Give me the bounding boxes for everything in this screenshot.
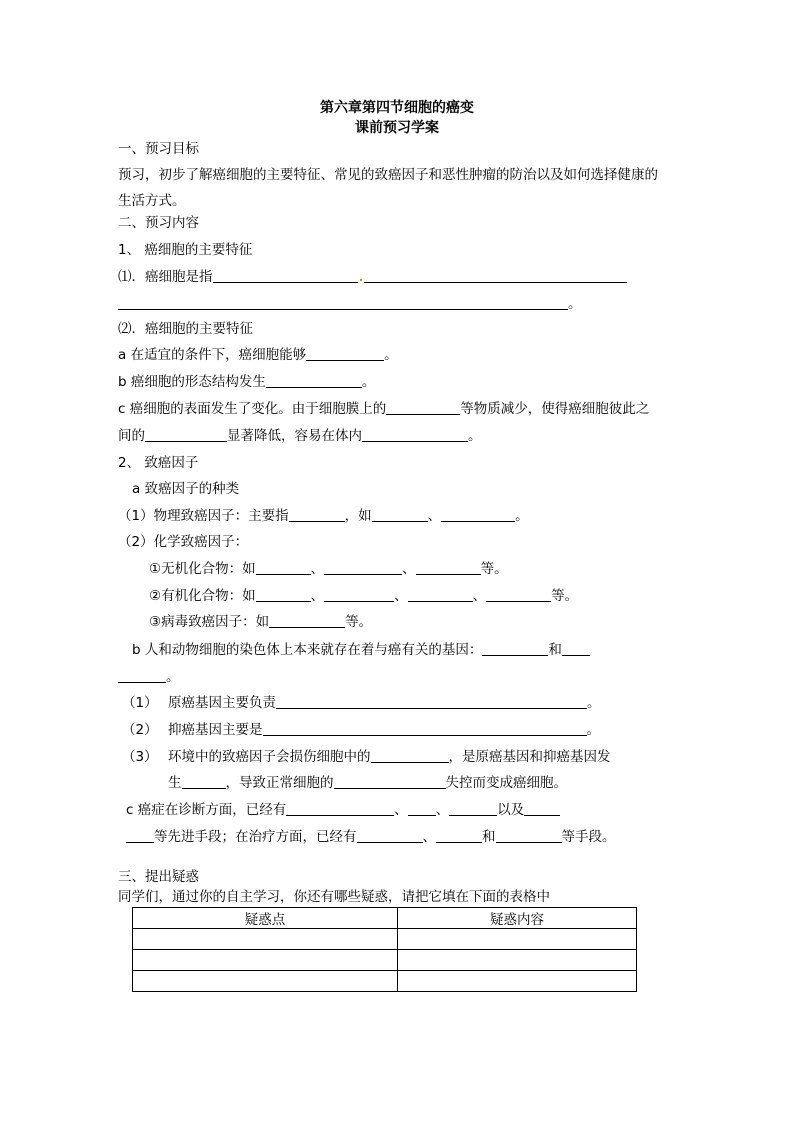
blank-field[interactable] — [357, 828, 423, 843]
virus-line — [149, 613, 372, 631]
deng-text: 等。 — [480, 561, 508, 577]
table-row — [133, 950, 637, 971]
separator: 、 — [394, 802, 408, 818]
table-cell[interactable] — [133, 929, 398, 950]
section1-heading: 一、预习目标 — [118, 141, 199, 157]
blank-field[interactable] — [441, 507, 515, 522]
blank-field[interactable] — [256, 560, 311, 575]
mutation-num: （3） — [122, 749, 158, 765]
blank-field[interactable] — [256, 587, 311, 602]
blank-field[interactable] — [286, 801, 394, 816]
table-row — [133, 971, 637, 992]
mutation-cont: ，是原癌基因和抑癌基因发 — [448, 749, 611, 765]
item1-1-line — [118, 268, 627, 286]
mutation-line1 — [168, 748, 611, 766]
item-c-cont: 等物质减少，使得癌细胞彼此之 — [460, 401, 650, 417]
separator: 、 — [435, 802, 450, 818]
separator: 、 — [402, 561, 416, 577]
blank-field[interactable] — [486, 587, 551, 602]
blank-field[interactable] — [306, 346, 384, 361]
blank-field[interactable] — [324, 587, 394, 602]
period: 。 — [587, 695, 601, 711]
item-c-text2: 显著降低，容易在体内 — [227, 428, 362, 444]
blank-field[interactable] — [524, 801, 560, 816]
deng-text: 等。 — [551, 588, 579, 604]
table-cell[interactable] — [133, 950, 398, 971]
proto-oncogene-num: （1） — [122, 695, 158, 711]
item2-a-heading: a 致癌因子的种类 — [132, 481, 240, 497]
deng-text: 等。 — [345, 614, 373, 630]
blank-field[interactable] — [408, 801, 436, 816]
doc-subtitle: 课前预习学案 — [355, 120, 439, 136]
section3-heading: 三、提出疑惑 — [118, 869, 199, 885]
item-c-line1 — [118, 400, 649, 418]
section2-heading: 二、预习内容 — [118, 215, 199, 231]
blank-field[interactable] — [269, 613, 345, 628]
blank-field[interactable] — [182, 774, 226, 789]
physical-factor-line — [118, 507, 529, 525]
item-c-between: 间的 — [118, 428, 145, 444]
table-cell[interactable] — [398, 950, 637, 971]
blank-field[interactable] — [496, 828, 562, 843]
section1-text-line2: 生活方式。 — [118, 193, 186, 209]
blank-field[interactable] — [266, 373, 362, 388]
period: 。 — [468, 428, 482, 444]
separator: 、 — [427, 508, 442, 524]
blank-field[interactable] — [416, 560, 481, 575]
mutation-sheng: 生 — [168, 775, 182, 791]
mutation-text3: 失控而变成癌细胞。 — [445, 775, 567, 791]
chemical-factor-heading: （2）化学致癌因子： — [118, 534, 249, 550]
table-cell[interactable] — [133, 971, 398, 992]
item-c-label: c 癌细胞的表面发生了变化。由于细胞膜上的 — [118, 401, 387, 417]
blank-field[interactable] — [213, 268, 358, 283]
separator: 、 — [310, 561, 325, 577]
period: 。 — [515, 508, 529, 524]
questions-table — [132, 907, 637, 992]
blank-field[interactable] — [362, 427, 468, 442]
table-header-row — [133, 908, 637, 929]
treatment-end: 等手段。 — [561, 829, 616, 845]
table-row — [133, 929, 637, 950]
doc-title: 第六章第四节细胞的癌变 — [320, 100, 474, 116]
item-a-label: a 在适宜的条件下，癌细胞能够 — [118, 347, 307, 363]
tumor-suppressor-label: 抑癌基因主要是 — [168, 722, 263, 738]
item1-1-label: ⑴．癌细胞是指 — [118, 269, 213, 285]
blank-field[interactable] — [118, 295, 568, 310]
inorganic-line — [149, 560, 508, 578]
mutation-line2 — [168, 774, 567, 792]
table-header-points: 疑惑点 — [133, 908, 398, 929]
separator: 、 — [422, 829, 436, 845]
physical-ru: ，如 — [344, 508, 372, 524]
he-text: 和 — [548, 642, 562, 658]
period: 。 — [586, 722, 600, 738]
genes-line-cont — [118, 668, 180, 686]
table-cell[interactable] — [398, 971, 637, 992]
he-text: 和 — [482, 829, 496, 845]
physical-label: （1）物理致癌因子：主要指 — [118, 508, 289, 524]
item1-2-heading: ⑵．癌细胞的主要特征 — [118, 321, 253, 337]
blank-field[interactable] — [372, 507, 428, 522]
period: 。 — [384, 347, 398, 363]
blank-field[interactable] — [371, 748, 449, 763]
mutation-label: 环境中的致癌因子会损伤细胞中的 — [168, 749, 371, 765]
blank-field[interactable] — [482, 641, 548, 656]
blank-field[interactable] — [386, 400, 460, 415]
blank-field[interactable] — [118, 668, 166, 683]
diagnosis-line1 — [126, 801, 560, 819]
item-b-line — [118, 373, 375, 391]
blank-field[interactable] — [276, 694, 587, 709]
treatment-label: 等先进手段；在治疗方面，已经有 — [154, 829, 357, 845]
separator: 、 — [394, 588, 408, 604]
separator: 、 — [310, 588, 325, 604]
period: 。 — [166, 669, 180, 685]
virus-label: ③病毒致癌因子：如 — [149, 614, 270, 630]
mutation-text2: ，导致正常细胞的 — [225, 775, 334, 791]
period: 。 — [568, 296, 582, 312]
section1-text-line1: 预习，初步了解癌细胞的主要特征、常见的致癌因子和恶性肿瘤的防治以及如何选择健康的 — [118, 167, 658, 183]
item1-1-continuation — [118, 295, 582, 313]
yiji-text: 以及 — [497, 802, 525, 818]
blank-field[interactable] — [145, 427, 227, 442]
blank-field[interactable] — [408, 587, 473, 602]
blank-field[interactable] — [263, 721, 587, 736]
section3-text: 同学们，通过你的自主学习，你还有哪些疑惑，请把它填在下面的表格中 — [118, 889, 550, 905]
genes-line — [132, 641, 590, 659]
table-cell[interactable] — [398, 929, 637, 950]
blank-field[interactable] — [449, 801, 497, 816]
blank-field[interactable] — [334, 774, 446, 789]
blank-field[interactable] — [364, 268, 627, 283]
inorganic-label: ①无机化合物：如 — [149, 561, 256, 577]
diagnosis-line2 — [126, 828, 616, 846]
item-b-label: b 癌细胞的形态结构发生 — [118, 374, 266, 390]
item1-heading: 1、 癌细胞的主要特征 — [118, 242, 253, 258]
tumor-suppressor-line — [168, 721, 600, 739]
blank-field[interactable] — [289, 507, 345, 522]
diagnosis-label: c 癌症在诊断方面，已经有 — [126, 802, 287, 818]
genes-label: b 人和动物细胞的染色体上本来就存在着与癌有关的基因： — [132, 642, 483, 658]
proto-oncogene-label: 原癌基因主要负责 — [168, 695, 276, 711]
separator: 、 — [472, 588, 487, 604]
organic-label: ②有机化合物：如 — [149, 588, 256, 604]
organic-line — [149, 587, 578, 605]
blank-field[interactable] — [324, 560, 402, 575]
item-c-line2 — [118, 427, 482, 445]
blank-field[interactable] — [126, 828, 154, 843]
blank-field[interactable] — [562, 641, 590, 656]
table-header-content: 疑惑内容 — [398, 908, 637, 929]
item-a-line — [118, 346, 398, 364]
mark-dot — [360, 279, 362, 281]
period: 。 — [361, 374, 376, 390]
tumor-suppressor-num: （2） — [122, 722, 158, 738]
proto-oncogene-line — [168, 694, 601, 712]
item2-heading: 2、 致癌因子 — [118, 455, 199, 471]
blank-field[interactable] — [436, 828, 482, 843]
